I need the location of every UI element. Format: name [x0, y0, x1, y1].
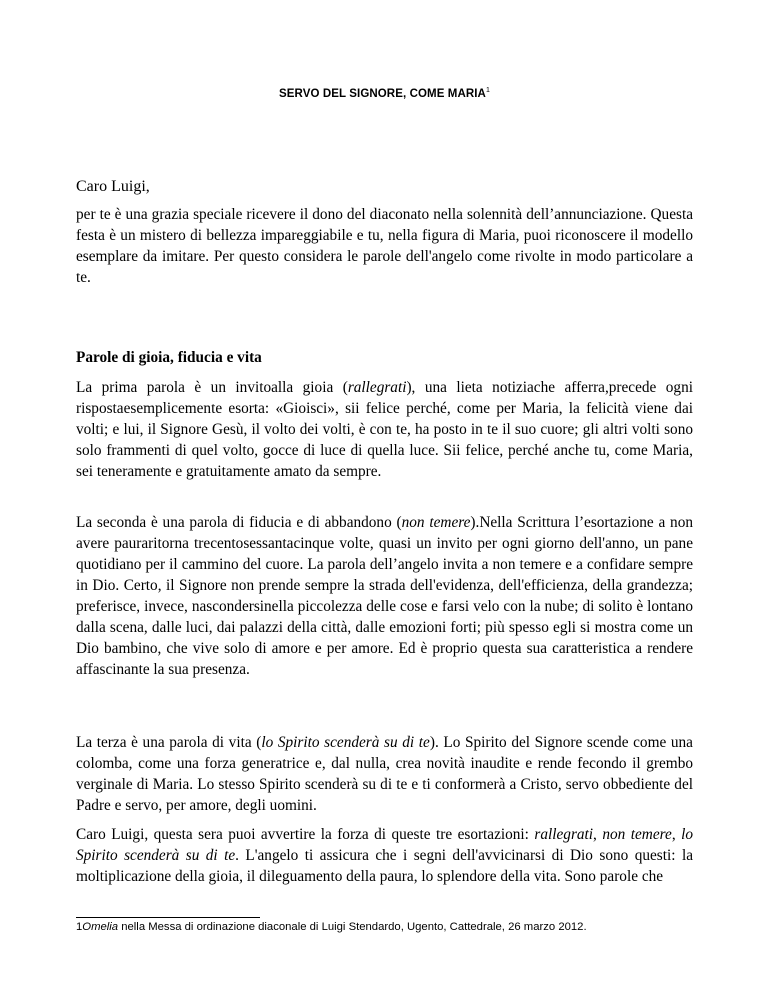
text-run: Caro Luigi, questa sera puoi avvertire la forza di queste tre esortazioni:: [76, 826, 535, 843]
text-run: ).Nella Scrittura l’esortazione a non avere pauraritorna trecentosessantacinque volte, quasi un invito per ogni giorno dell'anno, un pane quotidiano per il cammino del cuore. La parola dell’angelo invita a non temere e a confidare sempre in Dio. Certo, il Signore non prende sempre la strada dell'evidenza, dell'efficienza, della grandezza; preferisce, invece, nascondersinella piccolezza delle cose e farsi velo con la nube; di solito è lontano dalla scena, dalle luci, dai palazzi della città, dalle emozioni forti; più spesso egli si mostra come un Dio bambino, che vive solo di amore e per amore. Ed è proprio questa sua caratteristica a rendere affascinante la sua presenza.: [76, 514, 693, 678]
italic-run: lo Spirito scenderà su di te: [76, 826, 694, 864]
text-run: ,: [593, 826, 603, 843]
text-run: ,: [671, 826, 682, 843]
footnote-italic: Omelia: [82, 921, 119, 933]
footnote-number: 1: [76, 921, 83, 933]
page-title: [76, 80, 693, 105]
paragraph-vita: [76, 732, 693, 816]
italic-run: rallegrati: [347, 379, 407, 396]
italic-run: non temere: [401, 514, 471, 531]
text-run: La terza è una parola di vita (: [76, 734, 262, 751]
text-run: La seconda è una parola di fiducia e di abbandono (: [76, 514, 402, 531]
footnote: [76, 920, 587, 934]
text-run: La prima parola è un invitoalla gioia (: [76, 379, 348, 396]
paragraph-gioia: [76, 377, 693, 482]
italic-run: lo Spirito scenderà su di te: [261, 734, 430, 751]
text-run: ). Lo Spirito del Signore scende come una colomba, come una forza generatrice e, dal nulla, crea novità inaudite e rende fecondo il grembo verginale di Maria. Lo stesso Spirito scenderà su di te e ti conformerà a Cristo, servo obbediente del Padre e servo, per amore, degli uomini.: [76, 734, 693, 814]
greeting: Caro Luigi,: [76, 178, 150, 195]
footnote-reference[interactable]: 1: [485, 87, 490, 94]
paragraph-final: [76, 824, 693, 887]
footnote-text: nella Messa di ordinazione diaconale di Luigi Stendardo, Ugento, Cattedrale, 26 marzo 2012.: [118, 921, 587, 933]
title-text: SERVO DEL SIGNORE, COME MARIA: [279, 87, 486, 100]
paragraph-fiducia: [76, 512, 693, 680]
intro-paragraph: per te è una grazia speciale ricevere il dono del diaconato nella solennità dell’annunciazione. Questa festa è un mistero di bellezza impareggiabile e tu, nella figura di Maria, puoi riconoscere il modello esemplare da imitare. Per questo considera le parole dell'angelo come rivolte in modo particolare a te.: [76, 206, 693, 286]
footnote-separator: [76, 917, 260, 918]
text-run: ), una lieta notiziache afferra,precede ogni rispostaesemplicemente esorta: «Gioisci», sii felice perché, come per Maria, la felicità viene dai volti; e lui, il Signore Gesù, il volto dei volti, è con te, ha posto in te il suo cuore; gli altri volti sono solo frammenti di quel volto, gocce di luce di quella luce. Sii felice, perché anche tu, come Maria, sei teneramente e gratuitamente amato da sempre.: [76, 379, 693, 480]
section-heading: Parole di gioia, fiducia e vita: [76, 349, 262, 366]
italic-run: non temere: [602, 826, 672, 843]
document-page: [76, 0, 693, 994]
italic-run: rallegrati: [534, 826, 594, 843]
text-run: . L'angelo ti assicura che i segni dell'avvicinarsi di Dio sono questi: la moltiplicazione della gioia, il dileguamento della paura, lo splendore della vita. Sono parole che: [76, 847, 693, 885]
